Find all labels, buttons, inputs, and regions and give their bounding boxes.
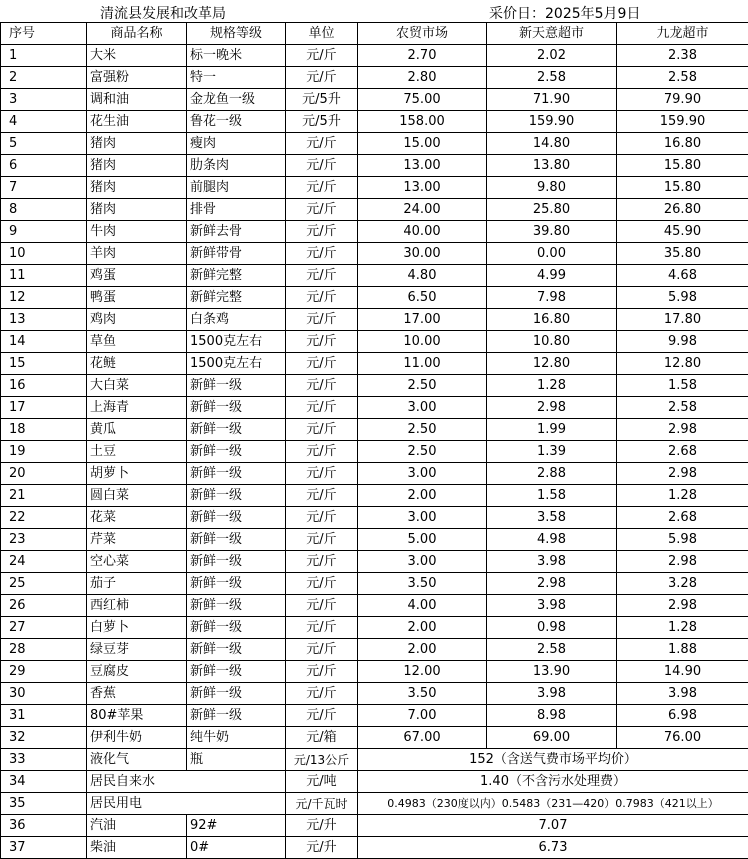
price-farmers-market: 3.00 [358, 551, 487, 573]
table-row [1, 67, 748, 89]
item-spec: 新鲜一级 [187, 661, 286, 683]
row-number: 36 [1, 815, 87, 837]
item-name: 西红柿 [87, 595, 187, 617]
item-spec: 新鲜去骨 [187, 221, 286, 243]
price-xintianyi: 1.58 [487, 485, 617, 507]
item-spec: 新鲜一级 [187, 573, 286, 595]
price-farmers-market: 30.00 [358, 243, 487, 265]
item-spec: 肋条肉 [187, 155, 286, 177]
price-farmers-market: 2.00 [358, 639, 487, 661]
table-row [1, 397, 748, 419]
item-unit: 元/斤 [286, 507, 358, 529]
item-name: 猪肉 [87, 155, 187, 177]
price-jiulong: 2.98 [617, 419, 748, 441]
row-number: 6 [1, 155, 87, 177]
price-farmers-market: 75.00 [358, 89, 487, 111]
item-name: 香蕉 [87, 683, 187, 705]
price-note: 0.4983（230度以内）0.5483（231—420）0.7983（421以上） [358, 793, 748, 815]
item-name: 绿豆芽 [87, 639, 187, 661]
item-name: 大米 [87, 45, 187, 67]
price-farmers-market: 11.00 [358, 353, 487, 375]
item-name: 花生油 [87, 111, 187, 133]
issuing-organization: 清流县发展和改革局 [100, 6, 226, 22]
table-row [1, 727, 748, 749]
table-header-bar [0, 0, 748, 22]
price-xintianyi: 2.98 [487, 573, 617, 595]
col-header-unit: 单位 [286, 23, 358, 45]
row-number: 23 [1, 529, 87, 551]
price-xintianyi: 16.80 [487, 309, 617, 331]
table-row [1, 133, 748, 155]
item-name: 土豆 [87, 441, 187, 463]
item-name: 花鲢 [87, 353, 187, 375]
item-name: 上海青 [87, 397, 187, 419]
price-xintianyi: 7.98 [487, 287, 617, 309]
price-jiulong: 26.80 [617, 199, 748, 221]
price-farmers-market: 4.80 [358, 265, 487, 287]
item-spec: 0# [187, 837, 286, 859]
item-name: 鸡蛋 [87, 265, 187, 287]
item-unit: 元/斤 [286, 551, 358, 573]
col-header-spec: 规格等级 [187, 23, 286, 45]
table-row [1, 683, 748, 705]
table-row [1, 485, 748, 507]
table-row [1, 89, 748, 111]
item-unit: 元/斤 [286, 331, 358, 353]
item-unit: 元/斤 [286, 199, 358, 221]
price-farmers-market: 3.00 [358, 397, 487, 419]
item-unit: 元/斤 [286, 309, 358, 331]
price-xintianyi: 2.58 [487, 67, 617, 89]
price-farmers-market: 40.00 [358, 221, 487, 243]
table-row [1, 419, 748, 441]
table-row [1, 595, 748, 617]
item-spec: 新鲜一级 [187, 441, 286, 463]
item-spec: 新鲜带骨 [187, 243, 286, 265]
price-farmers-market: 2.70 [358, 45, 487, 67]
row-number: 14 [1, 331, 87, 353]
row-number: 8 [1, 199, 87, 221]
table-row [1, 155, 748, 177]
price-xintianyi: 2.88 [487, 463, 617, 485]
price-note: 6.73 [358, 837, 748, 859]
item-spec: 瓶 [187, 749, 286, 771]
item-unit: 元/斤 [286, 485, 358, 507]
price-xintianyi: 3.98 [487, 595, 617, 617]
item-unit: 元/5升 [286, 111, 358, 133]
price-xintianyi: 9.80 [487, 177, 617, 199]
price-jiulong: 5.98 [617, 529, 748, 551]
row-number: 15 [1, 353, 87, 375]
row-number: 30 [1, 683, 87, 705]
item-spec: 1500克左右 [187, 331, 286, 353]
item-spec: 新鲜一级 [187, 551, 286, 573]
table-row [1, 265, 748, 287]
price-farmers-market: 7.00 [358, 705, 487, 727]
price-jiulong: 2.58 [617, 67, 748, 89]
price-jiulong: 17.80 [617, 309, 748, 331]
price-jiulong: 2.98 [617, 551, 748, 573]
item-unit: 元/斤 [286, 595, 358, 617]
item-unit: 元/箱 [286, 727, 358, 749]
item-spec: 新鲜一级 [187, 507, 286, 529]
row-number: 32 [1, 727, 87, 749]
price-farmers-market: 5.00 [358, 529, 487, 551]
table-row [1, 353, 748, 375]
price-xintianyi: 3.98 [487, 551, 617, 573]
row-number: 31 [1, 705, 87, 727]
row-number: 33 [1, 749, 87, 771]
price-farmers-market: 13.00 [358, 177, 487, 199]
column-header-row [1, 23, 748, 45]
price-jiulong: 1.28 [617, 485, 748, 507]
price-farmers-market: 3.00 [358, 463, 487, 485]
row-number: 16 [1, 375, 87, 397]
row-number: 18 [1, 419, 87, 441]
price-farmers-market: 2.50 [358, 441, 487, 463]
item-unit: 元/5升 [286, 89, 358, 111]
row-number: 26 [1, 595, 87, 617]
price-farmers-market: 13.00 [358, 155, 487, 177]
item-spec: 排骨 [187, 199, 286, 221]
item-unit: 元/斤 [286, 661, 358, 683]
table-row [1, 551, 748, 573]
item-unit: 元/斤 [286, 397, 358, 419]
row-number: 5 [1, 133, 87, 155]
price-farmers-market: 6.50 [358, 287, 487, 309]
price-xintianyi: 3.58 [487, 507, 617, 529]
item-unit: 元/13公斤 [286, 749, 358, 771]
row-number: 4 [1, 111, 87, 133]
item-unit: 元/斤 [286, 221, 358, 243]
table-row [1, 771, 748, 793]
item-name: 豆腐皮 [87, 661, 187, 683]
price-farmers-market: 67.00 [358, 727, 487, 749]
item-name: 黄瓜 [87, 419, 187, 441]
price-xintianyi: 12.80 [487, 353, 617, 375]
price-xintianyi: 13.90 [487, 661, 617, 683]
item-spec: 新鲜完整 [187, 265, 286, 287]
price-farmers-market: 2.00 [358, 617, 487, 639]
item-spec: 新鲜一级 [187, 529, 286, 551]
item-unit: 元/升 [286, 815, 358, 837]
item-name: 液化气 [87, 749, 187, 771]
row-number: 1 [1, 45, 87, 67]
item-spec: 新鲜一级 [187, 617, 286, 639]
item-name: 伊利牛奶 [87, 727, 187, 749]
table-row [1, 287, 748, 309]
item-name: 居民用电 [87, 793, 286, 815]
row-number: 9 [1, 221, 87, 243]
price-jiulong: 1.58 [617, 375, 748, 397]
price-jiulong: 45.90 [617, 221, 748, 243]
table-row [1, 45, 748, 67]
row-number: 24 [1, 551, 87, 573]
price-farmers-market: 3.50 [358, 573, 487, 595]
item-name: 居民自来水 [87, 771, 286, 793]
item-name: 80#苹果 [87, 705, 187, 727]
item-name: 草鱼 [87, 331, 187, 353]
row-number: 3 [1, 89, 87, 111]
item-spec: 新鲜完整 [187, 287, 286, 309]
item-name: 胡萝卜 [87, 463, 187, 485]
table-row [1, 507, 748, 529]
table-row [1, 815, 748, 837]
price-jiulong: 15.80 [617, 155, 748, 177]
price-jiulong: 2.38 [617, 45, 748, 67]
price-xintianyi: 69.00 [487, 727, 617, 749]
item-spec: 新鲜一级 [187, 639, 286, 661]
item-unit: 元/斤 [286, 617, 358, 639]
price-jiulong: 14.90 [617, 661, 748, 683]
row-number: 21 [1, 485, 87, 507]
col-header-xintianyi: 新天意超市 [487, 23, 617, 45]
row-number: 35 [1, 793, 87, 815]
table-row [1, 749, 748, 771]
price-jiulong: 2.98 [617, 463, 748, 485]
item-spec: 新鲜一级 [187, 419, 286, 441]
item-spec: 新鲜一级 [187, 397, 286, 419]
row-number: 28 [1, 639, 87, 661]
item-name: 空心菜 [87, 551, 187, 573]
item-spec: 标一晚米 [187, 45, 286, 67]
table-row [1, 177, 748, 199]
price-jiulong: 9.98 [617, 331, 748, 353]
price-jiulong: 1.88 [617, 639, 748, 661]
item-spec: 新鲜一级 [187, 463, 286, 485]
price-xintianyi: 10.80 [487, 331, 617, 353]
price-xintianyi: 4.99 [487, 265, 617, 287]
table-row [1, 243, 748, 265]
row-number: 13 [1, 309, 87, 331]
row-number: 34 [1, 771, 87, 793]
price-xintianyi: 3.98 [487, 683, 617, 705]
item-unit: 元/升 [286, 837, 358, 859]
price-xintianyi: 2.02 [487, 45, 617, 67]
item-name: 茄子 [87, 573, 187, 595]
price-xintianyi: 1.28 [487, 375, 617, 397]
price-jiulong: 16.80 [617, 133, 748, 155]
price-jiulong: 3.28 [617, 573, 748, 595]
table-row [1, 793, 748, 815]
item-unit: 元/斤 [286, 177, 358, 199]
survey-date: 采价日：2025年5月9日 [489, 6, 641, 22]
price-farmers-market: 2.00 [358, 485, 487, 507]
row-number: 22 [1, 507, 87, 529]
item-unit: 元/斤 [286, 375, 358, 397]
price-xintianyi: 14.80 [487, 133, 617, 155]
item-spec: 1500克左右 [187, 353, 286, 375]
item-unit: 元/斤 [286, 67, 358, 89]
item-name: 花菜 [87, 507, 187, 529]
table-row [1, 375, 748, 397]
price-xintianyi: 71.90 [487, 89, 617, 111]
price-farmers-market: 2.50 [358, 419, 487, 441]
row-number: 7 [1, 177, 87, 199]
row-number: 10 [1, 243, 87, 265]
price-farmers-market: 2.50 [358, 375, 487, 397]
price-jiulong: 76.00 [617, 727, 748, 749]
item-name: 调和油 [87, 89, 187, 111]
item-spec: 新鲜一级 [187, 705, 286, 727]
price-note: 1.40（不含污水处理费） [358, 771, 748, 793]
item-spec: 前腿肉 [187, 177, 286, 199]
table-row [1, 661, 748, 683]
item-spec: 新鲜一级 [187, 683, 286, 705]
price-jiulong: 35.80 [617, 243, 748, 265]
item-name: 猪肉 [87, 133, 187, 155]
col-header-no: 序号 [1, 23, 87, 45]
item-unit: 元/斤 [286, 529, 358, 551]
table-row [1, 837, 748, 859]
price-xintianyi: 2.58 [487, 639, 617, 661]
table-row [1, 111, 748, 133]
item-unit: 元/斤 [286, 639, 358, 661]
table-body [1, 45, 748, 859]
price-xintianyi: 1.99 [487, 419, 617, 441]
item-spec: 金龙鱼一级 [187, 89, 286, 111]
table-row [1, 573, 748, 595]
row-number: 25 [1, 573, 87, 595]
item-name: 猪肉 [87, 177, 187, 199]
price-jiulong: 15.80 [617, 177, 748, 199]
item-unit: 元/斤 [286, 463, 358, 485]
price-jiulong: 12.80 [617, 353, 748, 375]
row-number: 11 [1, 265, 87, 287]
price-farmers-market: 3.00 [358, 507, 487, 529]
price-xintianyi: 8.98 [487, 705, 617, 727]
price-table [0, 22, 748, 859]
price-jiulong: 2.58 [617, 397, 748, 419]
price-farmers-market: 15.00 [358, 133, 487, 155]
table-row [1, 617, 748, 639]
price-farmers-market: 2.80 [358, 67, 487, 89]
price-jiulong: 2.98 [617, 595, 748, 617]
price-jiulong: 3.98 [617, 683, 748, 705]
price-xintianyi: 2.98 [487, 397, 617, 419]
price-farmers-market: 3.50 [358, 683, 487, 705]
item-spec: 特一 [187, 67, 286, 89]
row-number: 19 [1, 441, 87, 463]
item-spec: 新鲜一级 [187, 485, 286, 507]
item-name: 牛肉 [87, 221, 187, 243]
row-number: 37 [1, 837, 87, 859]
col-header-farmers-market: 农贸市场 [358, 23, 487, 45]
price-jiulong: 79.90 [617, 89, 748, 111]
item-unit: 元/吨 [286, 771, 358, 793]
table-row [1, 705, 748, 727]
price-xintianyi: 13.80 [487, 155, 617, 177]
price-xintianyi: 159.90 [487, 111, 617, 133]
row-number: 27 [1, 617, 87, 639]
price-xintianyi: 1.39 [487, 441, 617, 463]
price-jiulong: 2.68 [617, 441, 748, 463]
price-farmers-market: 4.00 [358, 595, 487, 617]
item-unit: 元/斤 [286, 133, 358, 155]
price-xintianyi: 0.00 [487, 243, 617, 265]
row-number: 17 [1, 397, 87, 419]
item-spec: 纯牛奶 [187, 727, 286, 749]
item-name: 鸭蛋 [87, 287, 187, 309]
price-xintianyi: 4.98 [487, 529, 617, 551]
item-unit: 元/斤 [286, 243, 358, 265]
table-row [1, 309, 748, 331]
row-number: 12 [1, 287, 87, 309]
row-number: 2 [1, 67, 87, 89]
price-xintianyi: 25.80 [487, 199, 617, 221]
item-name: 鸡肉 [87, 309, 187, 331]
item-name: 大白菜 [87, 375, 187, 397]
item-name: 柴油 [87, 837, 187, 859]
item-unit: 元/斤 [286, 155, 358, 177]
price-jiulong: 2.68 [617, 507, 748, 529]
col-header-jiulong: 九龙超市 [617, 23, 748, 45]
price-note: 152（含送气费市场平均价） [358, 749, 748, 771]
item-name: 芹菜 [87, 529, 187, 551]
item-name: 圆白菜 [87, 485, 187, 507]
col-header-name: 商品名称 [87, 23, 187, 45]
item-unit: 元/斤 [286, 265, 358, 287]
table-row [1, 221, 748, 243]
item-spec: 新鲜一级 [187, 375, 286, 397]
item-spec: 鲁花一级 [187, 111, 286, 133]
item-spec: 白条鸡 [187, 309, 286, 331]
item-unit: 元/斤 [286, 705, 358, 727]
item-unit: 元/斤 [286, 441, 358, 463]
row-number: 20 [1, 463, 87, 485]
price-xintianyi: 0.98 [487, 617, 617, 639]
price-jiulong: 5.98 [617, 287, 748, 309]
item-unit: 元/斤 [286, 573, 358, 595]
item-name: 羊肉 [87, 243, 187, 265]
table-row [1, 463, 748, 485]
item-name: 富强粉 [87, 67, 187, 89]
row-number: 29 [1, 661, 87, 683]
item-name: 猪肉 [87, 199, 187, 221]
price-farmers-market: 10.00 [358, 331, 487, 353]
item-unit: 元/斤 [286, 287, 358, 309]
item-unit: 元/千瓦时 [286, 793, 358, 815]
item-unit: 元/斤 [286, 353, 358, 375]
item-unit: 元/斤 [286, 683, 358, 705]
item-spec: 92# [187, 815, 286, 837]
item-unit: 元/斤 [286, 45, 358, 67]
price-farmers-market: 24.00 [358, 199, 487, 221]
item-name: 白萝卜 [87, 617, 187, 639]
price-jiulong: 4.68 [617, 265, 748, 287]
price-jiulong: 6.98 [617, 705, 748, 727]
item-unit: 元/斤 [286, 419, 358, 441]
table-row [1, 331, 748, 353]
price-farmers-market: 158.00 [358, 111, 487, 133]
item-spec: 新鲜一级 [187, 595, 286, 617]
price-jiulong: 1.28 [617, 617, 748, 639]
price-farmers-market: 12.00 [358, 661, 487, 683]
price-xintianyi: 39.80 [487, 221, 617, 243]
item-name: 汽油 [87, 815, 187, 837]
table-row [1, 639, 748, 661]
item-spec: 瘦肉 [187, 133, 286, 155]
price-note: 7.07 [358, 815, 748, 837]
table-row [1, 529, 748, 551]
table-row [1, 441, 748, 463]
price-jiulong: 159.90 [617, 111, 748, 133]
table-row [1, 199, 748, 221]
price-farmers-market: 17.00 [358, 309, 487, 331]
